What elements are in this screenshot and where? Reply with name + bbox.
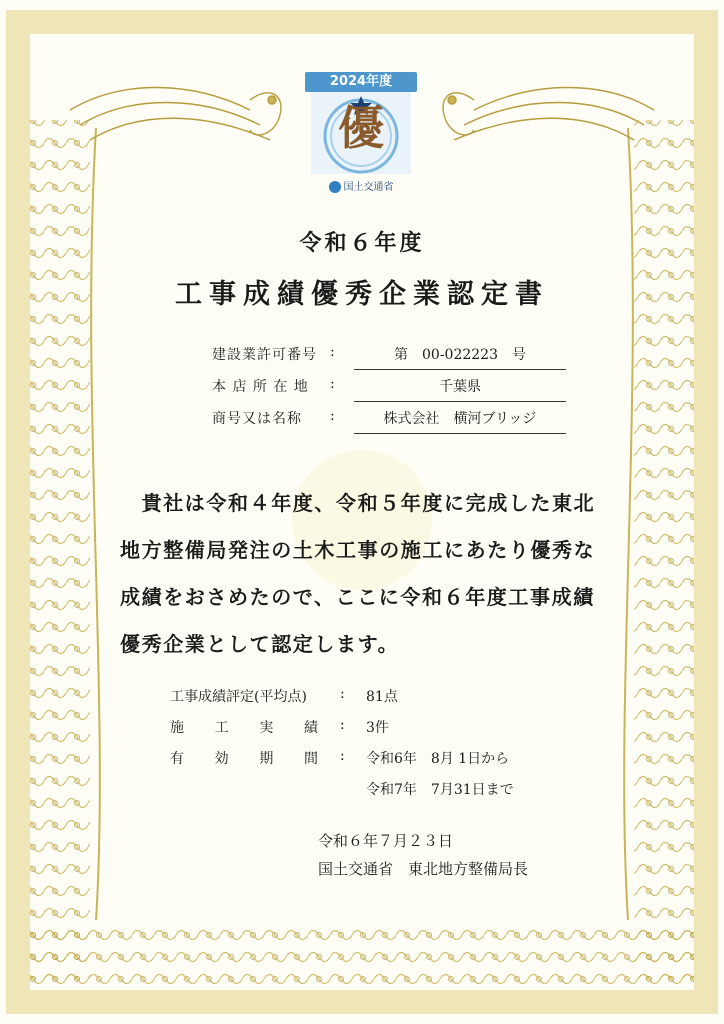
body-line: 優秀企業として認定します。: [120, 632, 400, 656]
detail-row-period-end: [170, 779, 590, 810]
info-row-license: [212, 340, 572, 369]
emblem-kanji: 優: [338, 101, 384, 155]
phoenix-left-icon: [70, 88, 281, 141]
evaluation-details: [170, 686, 590, 810]
info-label: 商号又は名称: [212, 411, 302, 427]
emblem-ministry-text: 国土交通省: [343, 182, 394, 193]
detail-value: 81点: [366, 689, 398, 705]
info-row-address: [212, 372, 572, 401]
info-label: 本 店 所 在 地: [212, 379, 309, 395]
excellence-emblem: [305, 72, 417, 200]
info-value: 株式会社 横河ブリッジ: [354, 408, 566, 434]
detail-label: [170, 717, 318, 737]
issuer-name: 国土交通省 東北地方整備局長: [318, 860, 529, 878]
label-char: 工: [214, 720, 229, 736]
company-info-table: [212, 340, 572, 436]
emblem-year-label: 2024年度: [305, 72, 417, 92]
detail-value: 3件: [366, 720, 389, 736]
certificate-title: 工事成績優秀企業認定書: [175, 279, 549, 310]
issue-date: 令和６年７月２３日: [318, 832, 454, 850]
detail-row-period: [170, 748, 590, 779]
body-line: 地方整備局発注の土木工事の施工にあたり優秀な: [120, 538, 596, 562]
certificate-body: [120, 480, 620, 668]
label-char: 実: [259, 720, 274, 736]
detail-colon: :: [340, 717, 345, 733]
detail-value: 令和7年 7月31日まで: [366, 782, 514, 798]
detail-row-score: [170, 686, 590, 717]
info-label: 建設業許可番号: [212, 347, 317, 363]
info-row-company-name: [212, 404, 572, 433]
detail-value: 令和6年 8月 1日から: [366, 751, 510, 767]
label-char: 有: [170, 751, 184, 767]
info-value: 千葉県: [354, 376, 566, 402]
label-char: 間: [303, 751, 318, 767]
body-line: 貴社は令和４年度、令和５年度に完成した東北: [120, 491, 596, 515]
label-char: 効: [214, 751, 229, 767]
detail-row-count: [170, 717, 590, 748]
info-value: 第 00-022223 号: [354, 344, 566, 370]
info-colon: :: [330, 408, 335, 424]
info-colon: :: [330, 344, 335, 360]
detail-colon: :: [340, 686, 345, 702]
heading-era-year: 令和６年度: [299, 230, 425, 256]
label-char: 期: [259, 751, 274, 767]
detail-label: 工事成績評定(平均点): [170, 689, 307, 705]
phoenix-right-icon: [443, 88, 654, 141]
detail-label: [170, 748, 318, 768]
body-line: 成績をおさめたので、ここに令和６年度工事成績: [120, 585, 595, 609]
emblem-ministry: [305, 178, 417, 193]
label-char: 施: [170, 720, 184, 736]
label-char: 績: [303, 720, 318, 736]
ministry-logo-icon: [329, 181, 341, 193]
detail-colon: :: [340, 748, 345, 764]
info-colon: :: [330, 376, 335, 392]
